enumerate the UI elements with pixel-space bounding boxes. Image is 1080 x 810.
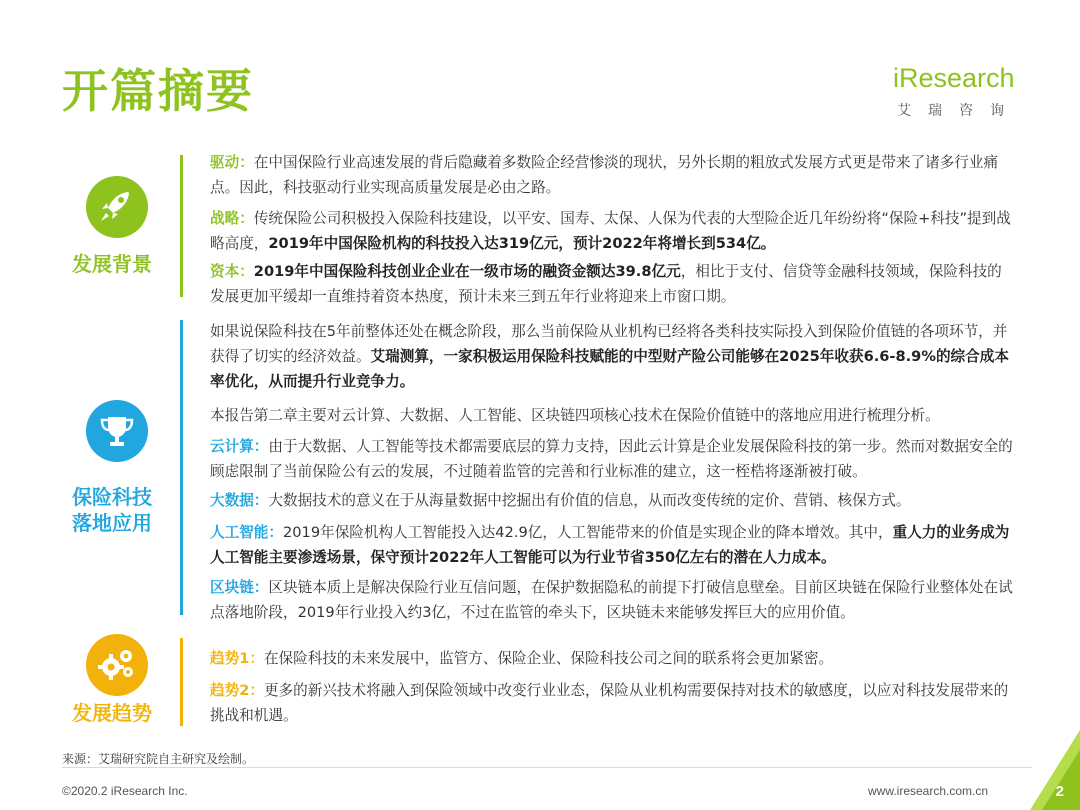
- application-item-bigdata: [210, 488, 1015, 513]
- trend-item-2: [210, 678, 1015, 728]
- source-note: 来源：艾瑞研究院自主研究及绘制。: [62, 752, 255, 766]
- iresearch-logo: [893, 58, 1028, 128]
- rocket-icon: [86, 176, 148, 238]
- item-text: 大数据技术的意义在于从海量数据中挖掘出有价值的信息，从而改变传统的定价、营销、核保方式。: [268, 492, 911, 509]
- item-text: 更多的新兴技术将融入到保险领域中改变行业业态，保险从业机构需要保持对技术的敏感度，以应对科技发展带来的挑战和机遇。: [210, 682, 1009, 724]
- item-text: 区块链本质上是解决保险行业互信问题，在保护数据隐私的前提下打破信息壁垒。目前区块链在保险行业整体处在试点落地阶段，2019年行业投入约3亿，不过在监管的牵头下，区块链未来能够发挥巨大的应用价值。: [210, 579, 1013, 621]
- item-text: 在保险科技的未来发展中，监管方、保险企业、保险科技公司之间的联系将会更加紧密。: [263, 650, 834, 667]
- intro-bold-text: 艾瑞测算，一家积极运用保险科技赋能的中型财产险公司能够在2025年收获6.6-8.9%的综合成本率优化，从而提升行业竞争力。: [210, 348, 1009, 390]
- section-label-line: 落地应用: [72, 511, 152, 535]
- application-item-blockchain: [210, 575, 1015, 625]
- footer-divider: [62, 767, 1032, 768]
- item-head: 战略：: [210, 210, 254, 227]
- page-title: 开篇摘要: [62, 64, 254, 118]
- trend-item-1: [210, 646, 1015, 671]
- application-intro: [210, 319, 1015, 394]
- item-head: 驱动：: [210, 154, 254, 171]
- copyright: ©2020.2 iResearch Inc.: [62, 784, 188, 798]
- item-head: 趋势1：: [210, 650, 264, 667]
- item-bold-text: 2019年中国保险科技创业企业在一级市场的融资金额达39.8亿元: [253, 263, 681, 280]
- intro-text: 如果说保险科技在5年前整体还处在概念阶段，那么当前保险从业机构已经将各类科技实际投入到保险价值链的各项环节，并获得了切实的经济效益。: [210, 323, 1008, 365]
- logo-wordmark: iResearch: [893, 63, 1015, 93]
- item-text: 在中国保险行业高速发展的背后隐藏着多数险企经营惨淡的现状，另外长期的粗放式发展方式更是带来了诸多行业痛点。因此，科技驱动行业实现高质量发展是必由之路。: [210, 154, 999, 196]
- item-head: 趋势2：: [210, 682, 264, 699]
- application-item-ai: [210, 520, 1015, 570]
- item-head: 资本：: [210, 263, 254, 280]
- section-divider-bar: [180, 320, 183, 615]
- website-link[interactable]: www.iresearch.com.cn: [868, 784, 989, 798]
- item-head: 大数据：: [210, 492, 269, 509]
- application-item-cloud: [210, 434, 1015, 484]
- item-text: ，相比于支付、信贷等金融科技领域，保险科技的发展更加平缓却一直维持着资本热度，预计未来三到五年行业将迎来上市窗口期。: [210, 263, 1002, 305]
- item-text: 2019年保险机构人工智能投入达42.9亿，人工智能带来的价值是实现企业的降本增效。其中，: [282, 524, 893, 541]
- item-head: 人工智能：: [210, 524, 283, 541]
- page-number: 2: [1055, 783, 1064, 800]
- section-divider-bar: [180, 155, 183, 297]
- section-label-application: [72, 484, 152, 536]
- item-text: 由于大数据、人工智能等技术都需要底层的算力支持，因此云计算是企业发展保险科技的第一步。然而对数据安全的顾虑限制了当前保险公有云的发展，不过随着监管的完善和行业标准的建立，这一桎梏将逐渐被打破。: [210, 438, 1013, 480]
- background-item-strategy: [210, 206, 1015, 256]
- application-overview: 本报告第二章主要对云计算、大数据、人工智能、区块链四项核心技术在保险价值链中的落地应用进行梳理分析。: [210, 407, 940, 424]
- section-label-line: 发展背景: [72, 252, 152, 276]
- section-label-line: 保险科技: [72, 485, 152, 509]
- section-label-trends: [72, 700, 152, 726]
- section-label-background: [72, 251, 152, 277]
- item-head: 云计算：: [210, 438, 269, 455]
- trophy-icon: [86, 400, 148, 462]
- item-bold-text: 2019年中国保险机构的科技投入达319亿元，预计2022年将增长到534亿。: [268, 235, 776, 252]
- background-item-capital: [210, 259, 1015, 309]
- section-divider-bar: [180, 638, 183, 726]
- gears-icon: [86, 634, 148, 696]
- item-text: 传统保险公司积极投入保险科技建设，以平安、国寿、太保、人保为代表的大型险企近几年纷纷将“保险+科技”提到战略高度，: [210, 210, 1011, 252]
- item-bold-text: 重人力的业务成为人工智能主要渗透场景，保守预计2022年人工智能可以为行业节省350亿左右的潜在人力成本。: [210, 524, 1010, 566]
- item-head: 区块链：: [210, 579, 269, 596]
- logo-chinese-name: 艾瑞咨询: [897, 103, 1021, 119]
- background-item-driver: [210, 150, 1015, 200]
- section-label-line: 发展趋势: [72, 701, 152, 725]
